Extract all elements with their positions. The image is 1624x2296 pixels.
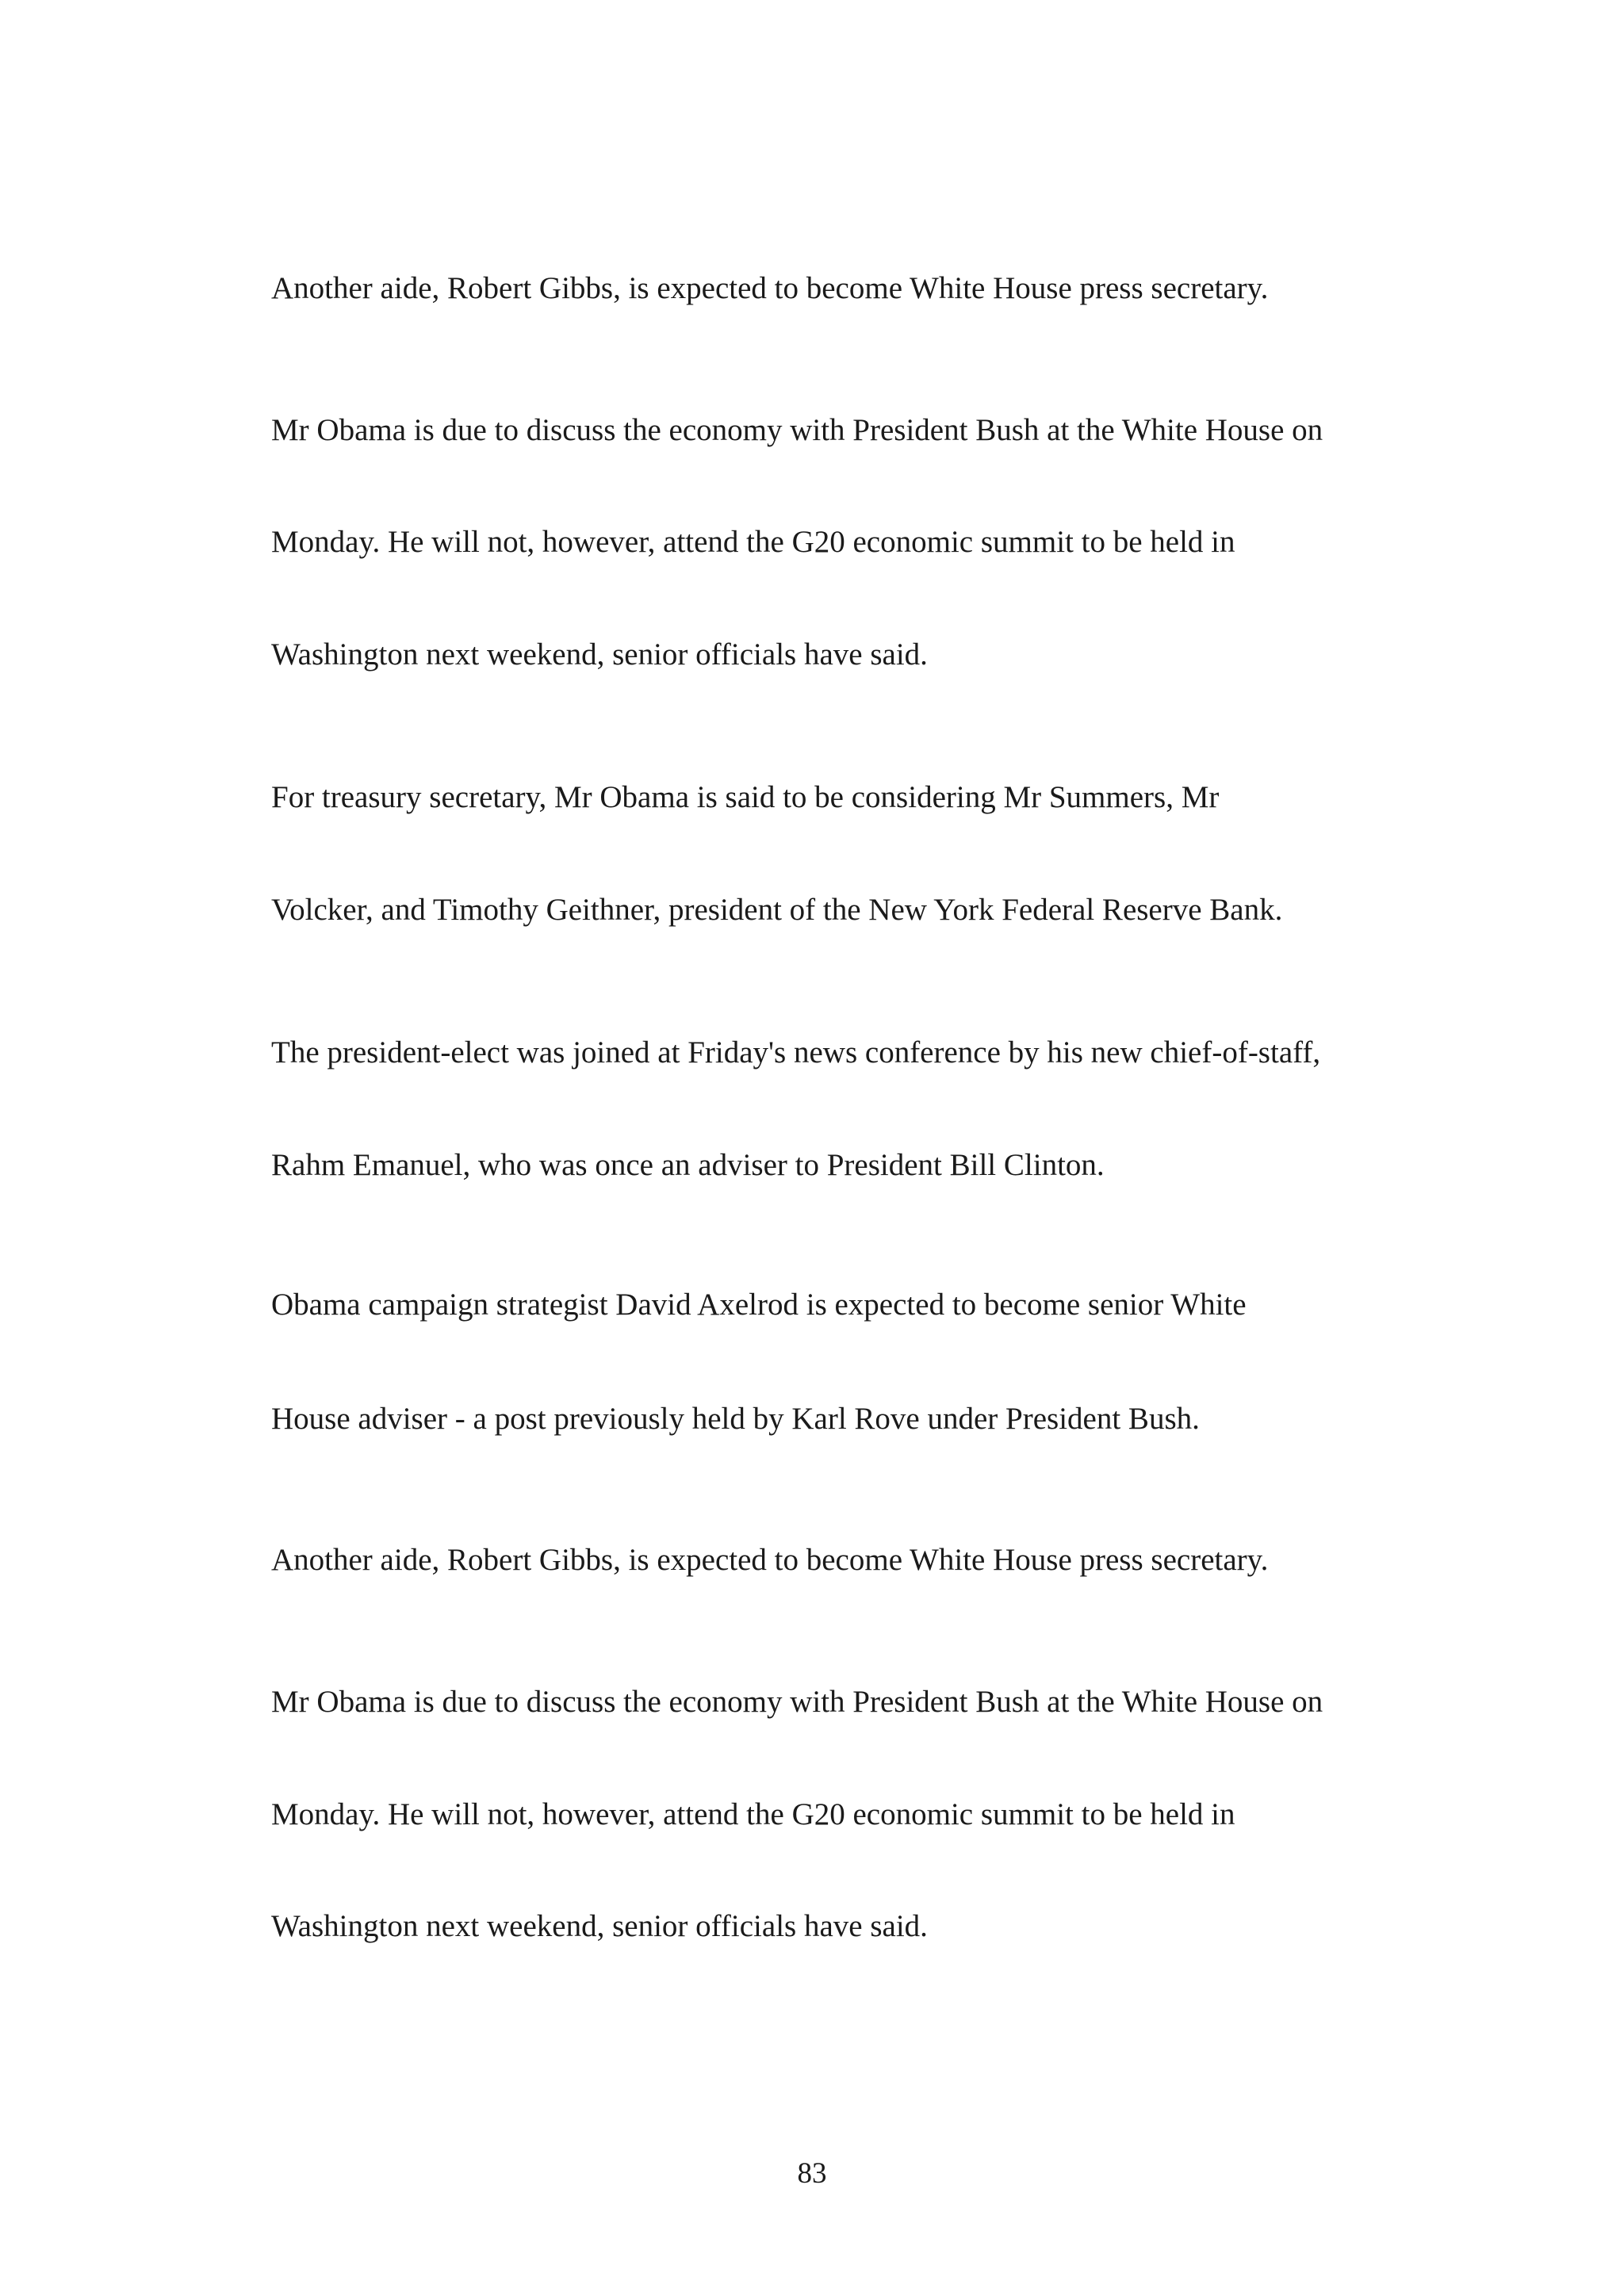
text-line: The president-elect was joined at Friday's news conference by his new chief-of-staff,	[271, 1035, 1321, 1070]
text-line: Another aide, Robert Gibbs, is expected to become White House press secretary.	[271, 271, 1269, 305]
page-number: 83	[797, 2157, 827, 2190]
text-line: Monday. He will not, however, attend the G20 economic summit to be held in	[271, 525, 1235, 559]
text-line: Another aide, Robert Gibbs, is expected to become White House press secretary.	[271, 1543, 1269, 1577]
text-line: House adviser - a post previously held by Karl Rove under President Bush.	[271, 1402, 1200, 1436]
text-line: Mr Obama is due to discuss the economy with President Bush at the White House on	[271, 1685, 1323, 1719]
text-line: Washington next weekend, senior officials have said.	[271, 1909, 928, 1943]
text-line: Obama campaign strategist David Axelrod is expected to become senior White	[271, 1288, 1247, 1322]
text-line: Rahm Emanuel, who was once an adviser to President Bill Clinton.	[271, 1148, 1105, 1182]
text-line: Mr Obama is due to discuss the economy with President Bush at the White House on	[271, 413, 1323, 447]
text-line: Washington next weekend, senior officials have said.	[271, 637, 928, 672]
text-line: Monday. He will not, however, attend the G20 economic summit to be held in	[271, 1797, 1235, 1831]
text-line: For treasury secretary, Mr Obama is said to be considering Mr Summers, Mr	[271, 780, 1220, 814]
text-line: Volcker, and Timothy Geithner, president of the New York Federal Reserve Bank.	[271, 893, 1283, 927]
